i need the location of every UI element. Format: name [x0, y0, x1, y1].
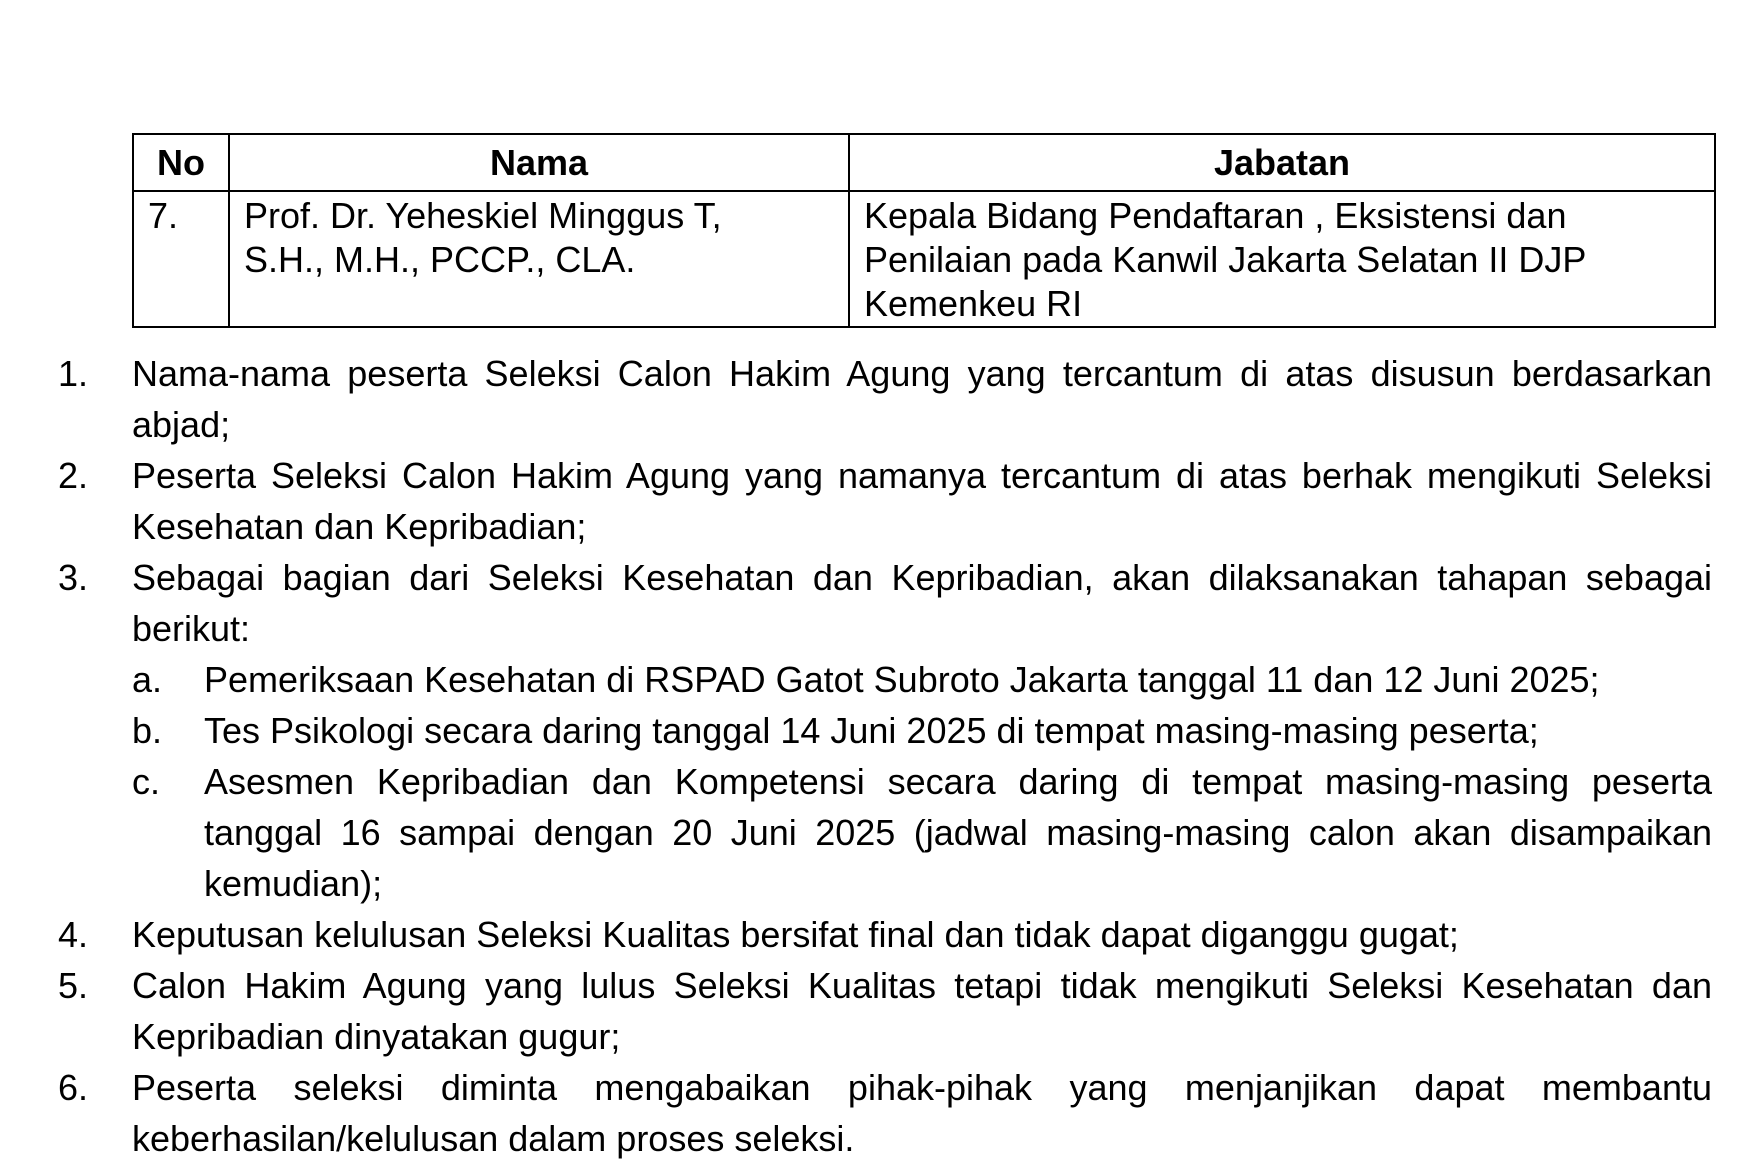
nama-line: Prof. Dr. Yeheskiel Minggus T, — [244, 195, 722, 236]
note-item — [58, 909, 1712, 960]
jabatan-line: Penilaian pada Kanwil Jakarta Selatan II DJP — [864, 239, 1587, 280]
header-jabatan: Jabatan — [849, 134, 1715, 191]
notes-list — [58, 348, 1712, 1164]
sub-item — [132, 654, 1712, 705]
candidate-table — [132, 133, 1716, 328]
sub-text: Tes Psikologi secara daring tanggal 14 Juni 2025 di tempat masing-masing peserta; — [204, 710, 1539, 751]
sub-letter: c. — [132, 761, 161, 802]
sub-letter: a. — [132, 659, 163, 700]
note-text: Nama-nama peserta Seleksi Calon Hakim Agung yang tercantum di atas disusun berdasarkan abjad; — [132, 353, 1712, 445]
note-text: Peserta seleksi diminta mengabaikan pihak-pihak yang menjanjikan dapat membantu keberhasilan/kelulusan dalam proses seleksi. — [132, 1067, 1712, 1159]
header-nama: Nama — [229, 134, 849, 191]
cell-no: 7. — [133, 191, 229, 327]
cell-jabatan — [849, 191, 1715, 327]
note-number: 2. — [58, 455, 89, 496]
note-text: Keputusan kelulusan Seleksi Kualitas bersifat final dan tidak dapat diganggu gugat; — [132, 914, 1459, 955]
note-number: 5. — [58, 965, 89, 1006]
table-row — [133, 191, 1715, 327]
note-text: Sebagai bagian dari Seleksi Kesehatan dan Kepribadian, akan dilaksanakan tahapan sebagai berikut: — [132, 557, 1712, 649]
sub-letter: b. — [132, 710, 163, 751]
table-header-row — [133, 134, 1715, 191]
sub-list — [132, 654, 1712, 909]
note-number: 1. — [58, 353, 89, 394]
header-no: No — [133, 134, 229, 191]
jabatan-line: Kemenkeu RI — [864, 283, 1083, 324]
note-number: 3. — [58, 557, 89, 598]
sub-text: Pemeriksaan Kesehatan di RSPAD Gatot Subroto Jakarta tanggal 11 dan 12 Juni 2025; — [204, 659, 1600, 700]
note-text: Peserta Seleksi Calon Hakim Agung yang namanya tercantum di atas berhak mengikuti Seleksi Kesehatan dan Kepribadian; — [132, 455, 1712, 547]
sub-item — [132, 756, 1712, 909]
note-item — [58, 1062, 1712, 1164]
cell-nama — [229, 191, 849, 327]
sub-item — [132, 705, 1712, 756]
sub-text: Asesmen Kepribadian dan Kompetensi secara daring di tempat masing-masing peserta tanggal 16 sampai dengan 20 Juni 2025 (jadwal masing-masing calon akan disampaikan kemudian); — [204, 761, 1712, 904]
nama-line: S.H., M.H., PCCP., CLA. — [244, 239, 636, 280]
note-text: Calon Hakim Agung yang lulus Seleksi Kualitas tetapi tidak mengikuti Seleksi Kesehatan dan Kepribadian dinyatakan gugur; — [132, 965, 1712, 1057]
note-item — [58, 960, 1712, 1062]
note-item — [58, 450, 1712, 552]
note-item — [58, 552, 1712, 909]
note-number: 6. — [58, 1067, 89, 1108]
jabatan-line: Kepala Bidang Pendaftaran , Eksistensi dan — [864, 195, 1567, 236]
note-number: 4. — [58, 914, 89, 955]
note-item — [58, 348, 1712, 450]
